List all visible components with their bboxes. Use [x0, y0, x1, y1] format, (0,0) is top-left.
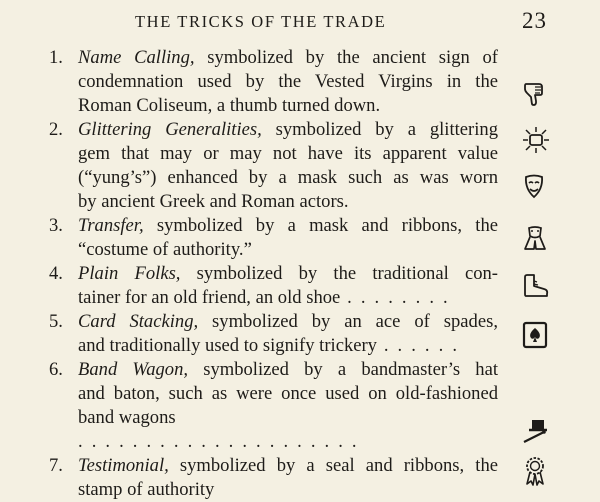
item-text-line: symbolized by a seal and ribbons, the — [168, 455, 498, 476]
item-text-line: symbolized by the traditional con- — [180, 263, 498, 284]
item-term: Testimonial, — [78, 455, 169, 476]
ace-of-spades-icon — [522, 321, 550, 349]
page-header — [0, 10, 600, 38]
item-text-line: and traditionally used to signify trickery — [78, 335, 377, 356]
item-text-line: symbolized by an ace of spades, — [198, 311, 498, 332]
bandmaster-hat-baton-icon — [522, 416, 550, 444]
item-text-line: gem that may or may not have its apparent value — [78, 143, 498, 164]
item-term: Transfer, — [78, 215, 144, 236]
item-text-line: “costume of authority.” — [78, 239, 252, 260]
leader-dots: . . . . . . . . — [340, 287, 450, 308]
list-item-card-stacking — [0, 310, 600, 358]
item-text-line: (“yung’s”) enhanced by a mask such as was worn — [78, 167, 498, 188]
item-text-line: Roman Coliseum, a thumb turned down. — [78, 95, 381, 116]
item-number: 3. — [49, 215, 63, 236]
item-text-line: stamp of authority — [78, 479, 215, 500]
item-text-line: symbolized by a glittering — [261, 119, 498, 140]
leader-dots: . . . . . . . . . . . . . . . . . . . . . — [78, 431, 359, 452]
leader-dots: . . . . . . — [376, 335, 460, 356]
list-item-transfer — [0, 214, 600, 262]
item-number: 5. — [49, 311, 63, 332]
item-number: 2. — [49, 119, 63, 140]
item-text-line: by ancient Greek and Roman actors. — [78, 191, 349, 212]
list-item-band-wagon — [0, 358, 600, 454]
running-title: THE TRICKS OF THE TRADE — [135, 12, 387, 31]
thumbs-down-icon — [522, 81, 550, 109]
item-text-line: and baton, such as were once used on old-fashioned — [78, 383, 498, 404]
item-term: Name Calling, — [78, 47, 195, 68]
list-item-testimonial — [0, 454, 600, 502]
list-item-name-calling — [0, 46, 600, 118]
item-term: Plain Folks, — [78, 263, 181, 284]
item-text-line: tainer for an old friend, an old shoe — [78, 287, 341, 308]
item-number: 4. — [49, 263, 63, 284]
propaganda-devices-list — [0, 46, 600, 502]
item-text-line: symbolized by a mask and ribbons, the — [143, 215, 498, 236]
item-term: Band Wagon, — [78, 359, 189, 380]
item-text-line: band wagons — [78, 407, 176, 428]
item-number: 6. — [49, 359, 63, 380]
masked-figure-icon — [522, 225, 550, 253]
item-number: 7. — [49, 455, 63, 476]
old-shoe-icon — [522, 272, 550, 300]
list-item-plain-folks — [0, 262, 600, 310]
item-text-line: symbolized by a bandmaster’s hat — [188, 359, 499, 380]
item-number: 1. — [49, 47, 63, 68]
glittering-gem-icon — [522, 126, 550, 154]
list-item-glittering-generalities — [0, 118, 600, 214]
theatre-mask-icon — [522, 173, 550, 201]
item-text-line: symbolized by the ancient sign of — [194, 47, 498, 68]
item-term: Card Stacking, — [78, 311, 199, 332]
page-number: 23 — [522, 8, 547, 33]
seal-ribbon-icon — [522, 456, 550, 484]
item-term: Glittering Generalities, — [78, 119, 262, 140]
item-text-line: condemnation used by the Vested Virgins in the — [78, 71, 498, 92]
